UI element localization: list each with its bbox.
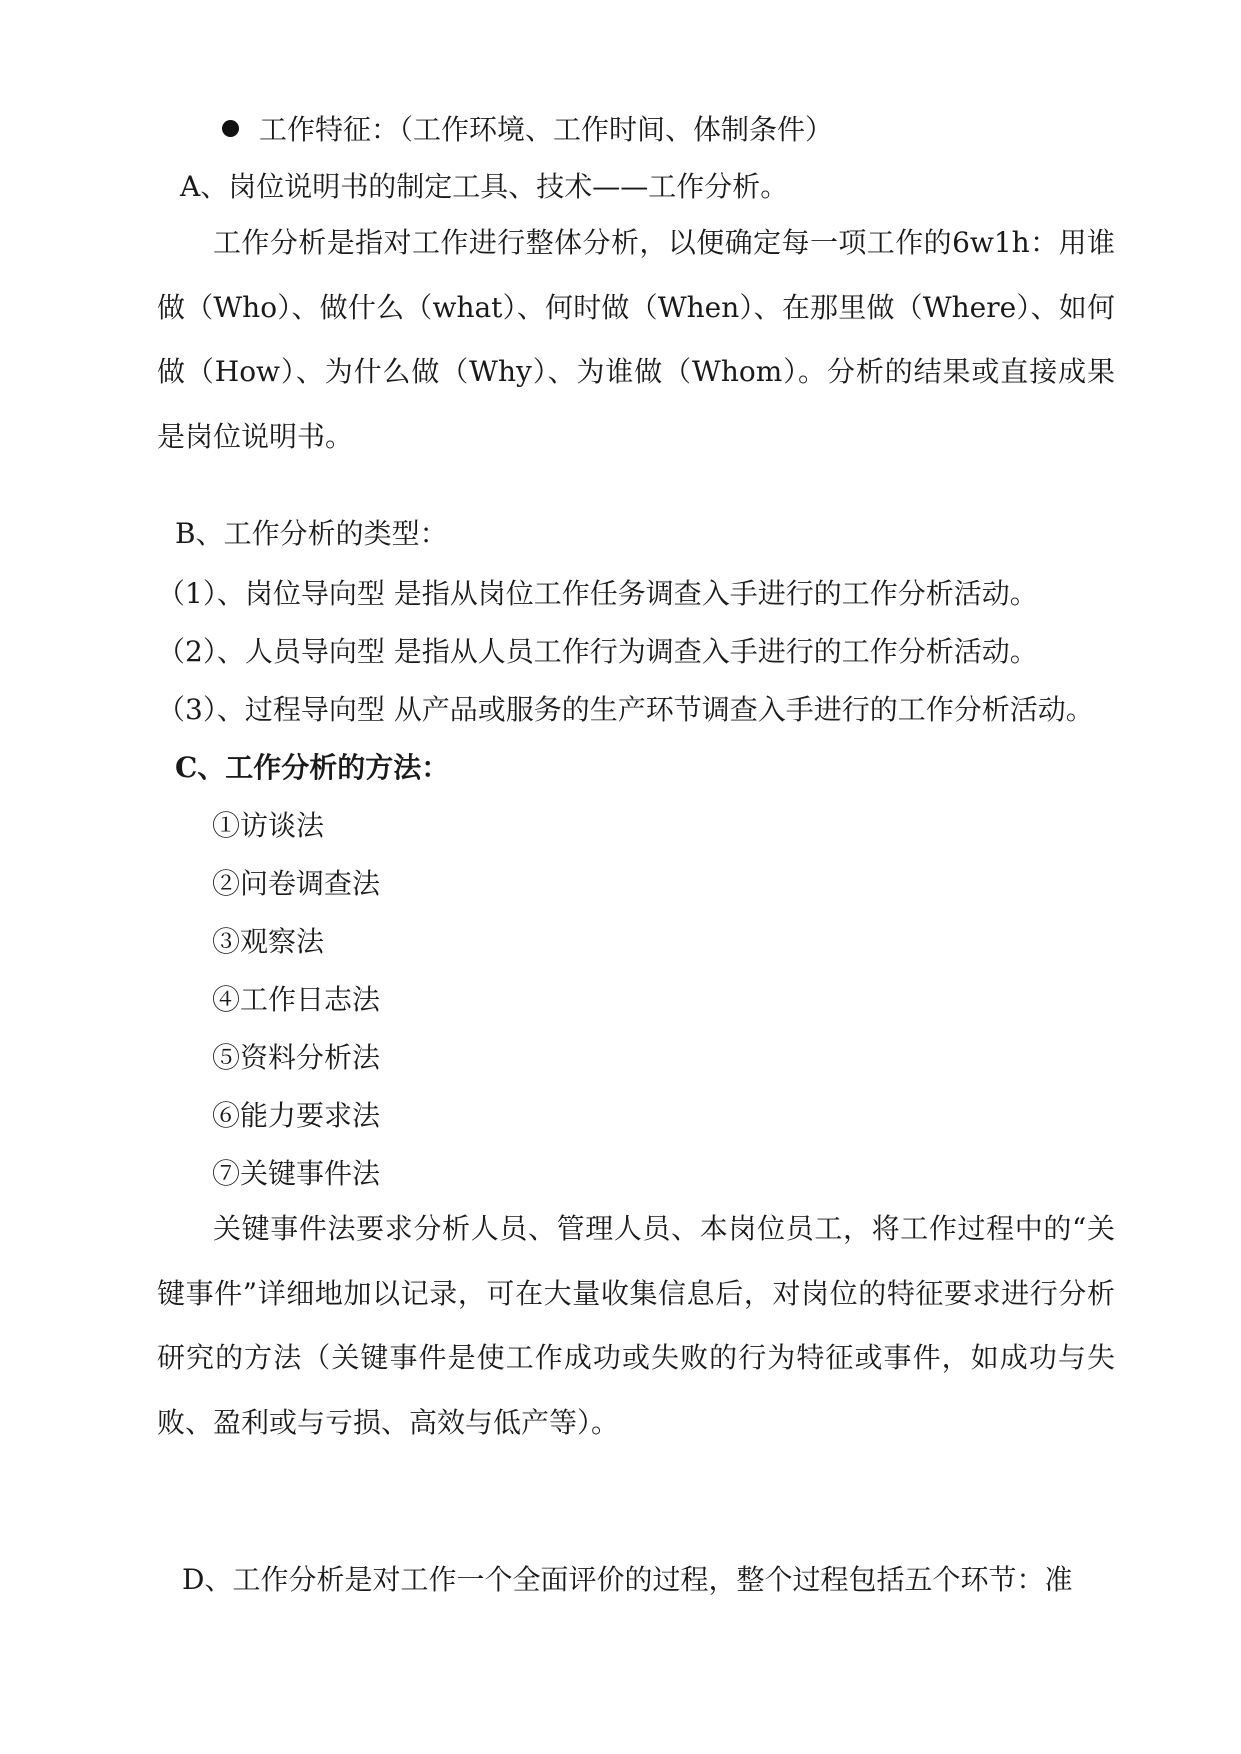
section-b-heading: B、工作分析的类型： <box>175 517 448 550</box>
section-a-paragraph: 工作分析是指对工作进行整体分析，以便确定每一项工作的6w1h：用谁做（Who）、做什么（what）、何时做（When）、在那里做（Where）、如何做（How）、为什么做（Why）、为谁做（Whom）。分析的结果或直接成果是岗位说明书。 <box>157 226 1115 453</box>
bullet-item <box>222 110 833 150</box>
section-a-heading: A、岗位说明书的制定工具、技术——工作分析。 <box>180 170 789 203</box>
method-item-3: ③观察法 <box>212 925 325 958</box>
bullet-text: 工作特征：（工作环境、工作时间、体制条件） <box>259 113 834 146</box>
section-c-heading: C、工作分析的方法： <box>175 751 450 784</box>
critical-incident-paragraph: 关键事件法要求分析人员、管理人员、本岗位员工，将工作过程中的“关键事件”详细地加以记录，可在大量收集信息后，对岗位的特征要求进行分析研究的方法（关键事件是使工作成功或失败的行为特征或事件，如成功与失败、盈利或与亏损、高效与低产等）。 <box>157 1212 1115 1439</box>
method-item-6: ⑥能力要求法 <box>212 1099 381 1132</box>
bullet-icon <box>222 120 239 137</box>
method-item-2: ②问卷调查法 <box>212 867 381 900</box>
method-item-5: ⑤资料分析法 <box>212 1041 381 1074</box>
type-item-3: （3）、过程导向型 从产品或服务的生产环节调查入手进行的工作分析活动。 <box>157 693 1094 726</box>
method-item-1: ①访谈法 <box>212 809 325 842</box>
method-item-7: ⑦关键事件法 <box>212 1157 381 1190</box>
type-item-1: （1）、岗位导向型 是指从岗位工作任务调查入手进行的工作分析活动。 <box>157 577 1038 610</box>
type-item-2: （2）、人员导向型 是指从人员工作行为调查入手进行的工作分析活动。 <box>157 635 1038 668</box>
section-d-heading: D、工作分析是对工作一个全面评价的过程，整个过程包括五个环节：准 <box>182 1563 1073 1596</box>
method-item-4: ④工作日志法 <box>212 983 381 1016</box>
